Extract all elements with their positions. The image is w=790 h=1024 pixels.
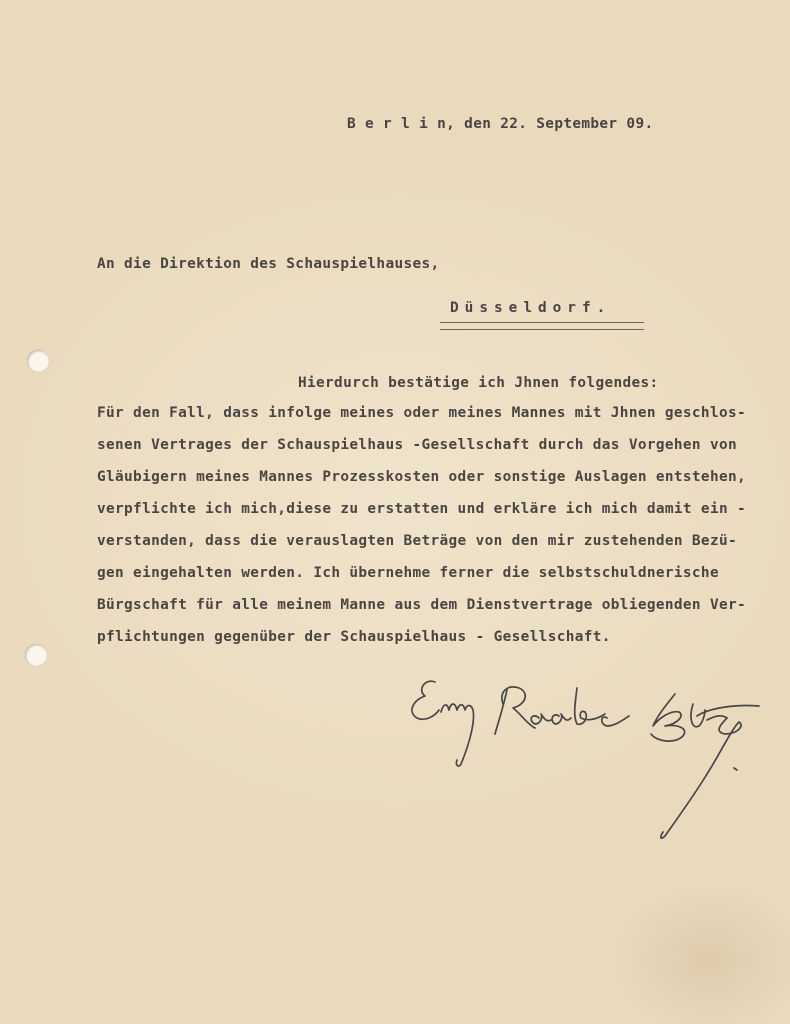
intro-line: Hierdurch bestätige ich Jhnen folgendes: <box>298 375 659 391</box>
body-line: verpflichte ich mich,diese zu erstatten und erkläre ich mich damit ein - <box>97 501 746 517</box>
punch-hole-top <box>27 350 49 372</box>
body-line: Für den Fall, dass infolge meines oder meines Mannes mit Jhnen geschlos- <box>97 405 746 421</box>
punch-hole-bottom <box>25 644 47 666</box>
body-line: gen eingehalten werden. Ich übernehme ferner die selbstschuldnerische <box>97 565 719 581</box>
recipient-line: An die Direktion des Schauspielhauses, <box>97 256 440 272</box>
body-line: verstanden, dass die verauslagten Beträge von den mir zustehenden Bezü- <box>97 533 737 549</box>
handwritten-signature <box>395 660 775 850</box>
body-line: pflichtungen gegenüber der Schauspielhaus - Gesellschaft. <box>97 629 611 645</box>
city-underline <box>440 322 644 330</box>
body-line: senen Vertrages der Schauspielhaus -Gesellschaft durch das Vorgehen von <box>97 437 737 453</box>
recipient-city: Düsseldorf. <box>450 300 612 316</box>
body-line: Gläubigern meines Mannes Prozesskosten oder sonstige Auslagen entstehen, <box>97 469 746 485</box>
dateline: B e r l i n, den 22. September 09. <box>347 116 654 132</box>
body-line: Bürgschaft für alle meinem Manne aus dem Dienstvertrage obliegenden Ver- <box>97 597 746 613</box>
